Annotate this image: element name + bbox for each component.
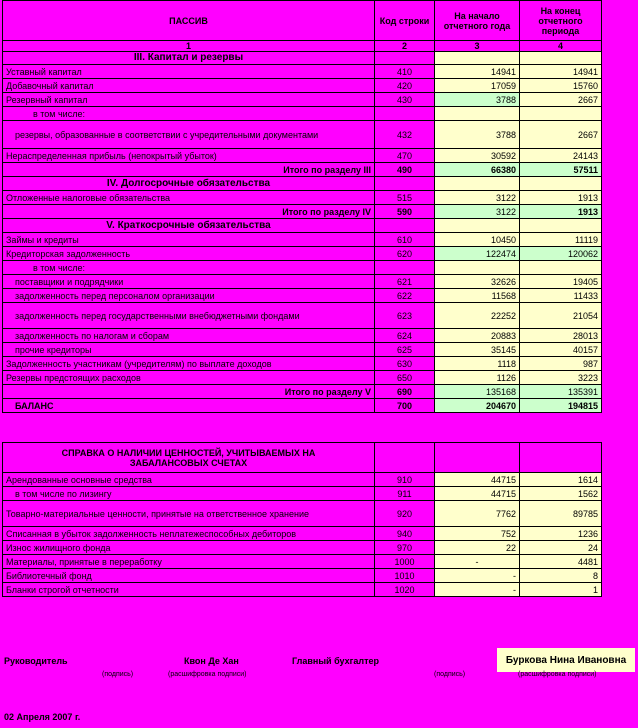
table-row	[3, 329, 602, 343]
value-start: 22	[435, 541, 520, 555]
table-row	[3, 541, 602, 555]
total-row	[3, 385, 602, 399]
row-code: 911	[375, 487, 435, 501]
row-code: 621	[375, 275, 435, 289]
row-code: 420	[375, 79, 435, 93]
row-code: 625	[375, 343, 435, 357]
accountant-sign-hint: (подпись)	[434, 671, 466, 678]
row-label: Списанная в убыток задолженность неплатежеспособных дебиторов	[3, 527, 375, 541]
col-number: 2	[375, 41, 435, 52]
row-label: Материалы, принятые в переработку	[3, 555, 375, 569]
balance-row	[3, 399, 602, 413]
value-end: 11433	[520, 289, 602, 303]
liabilities-table	[2, 0, 602, 413]
table-row	[3, 107, 602, 121]
total-label: Итого по разделу IV	[3, 205, 375, 219]
value-end: 1614	[520, 473, 602, 487]
total-code: 490	[375, 163, 435, 177]
value-start: 44715	[435, 473, 520, 487]
row-label: Уставный капитал	[3, 65, 375, 79]
value-end: 3223	[520, 371, 602, 385]
row-code: 920	[375, 501, 435, 527]
header-liabilities: ПАССИВ	[3, 1, 375, 41]
value-start: -	[435, 583, 520, 597]
table-row	[3, 275, 602, 289]
row-code: 650	[375, 371, 435, 385]
value-start: 17059	[435, 79, 520, 93]
value-end: 11119	[520, 233, 602, 247]
value-end: 8	[520, 569, 602, 583]
value-end: 28013	[520, 329, 602, 343]
total-start: 135168	[435, 385, 520, 399]
offbalance-table	[2, 442, 602, 597]
value-end: 14941	[520, 65, 602, 79]
table-row	[3, 487, 602, 501]
value-start: 44715	[435, 487, 520, 501]
value-end: 1236	[520, 527, 602, 541]
head-sign-hint: (подпись)	[102, 671, 134, 678]
row-code: 1000	[375, 555, 435, 569]
total-code: 690	[375, 385, 435, 399]
head-name: Квон Де Хан	[184, 656, 239, 666]
row-label: Резервный капитал	[3, 93, 375, 107]
row-label: Кредиторская задолженность	[3, 247, 375, 261]
value-start: 20883	[435, 329, 520, 343]
header-code: Код строки	[375, 1, 435, 41]
table-row	[3, 583, 602, 597]
row-label: Износ жилищного фонда	[3, 541, 375, 555]
section-title: IV. Долгосрочные обязательства	[3, 177, 375, 191]
table-row	[3, 79, 602, 93]
total-end: 135391	[520, 385, 602, 399]
accountant-label: Главный бухгалтер	[292, 656, 380, 666]
column-numbers-row	[3, 41, 602, 52]
row-code: 470	[375, 149, 435, 163]
value-start: 7762	[435, 501, 520, 527]
row-code: 940	[375, 527, 435, 541]
row-code: 610	[375, 233, 435, 247]
col-number: 3	[435, 41, 520, 52]
value-start: 10450	[435, 233, 520, 247]
balance-code: 700	[375, 399, 435, 413]
row-label: Библиотечный фонд	[3, 569, 375, 583]
row-code: 1010	[375, 569, 435, 583]
value-end: 15760	[520, 79, 602, 93]
row-label: поставщики и подрядчики	[3, 275, 375, 289]
balance-start: 204670	[435, 399, 520, 413]
row-code: 410	[375, 65, 435, 79]
row-code: 430	[375, 93, 435, 107]
row-label: Резервы предстоящих расходов	[3, 371, 375, 385]
row-label: Бланки строгой отчетности	[3, 583, 375, 597]
value-start: 3122	[435, 191, 520, 205]
header-row	[3, 1, 602, 41]
row-label: задолженность перед персоналом организации	[3, 289, 375, 303]
value-end: 1	[520, 583, 602, 597]
row-code: 620	[375, 247, 435, 261]
row-label: задолженность перед государственными внебюджетными фондами	[3, 303, 375, 329]
value-end: 4481	[520, 555, 602, 569]
value-start: 3788	[435, 121, 520, 149]
table-row	[3, 191, 602, 205]
row-label: Займы и кредиты	[3, 233, 375, 247]
row-label: резервы, образованные в соответствии с учредительными документами	[3, 121, 375, 149]
table-row	[3, 357, 602, 371]
table-row	[3, 65, 602, 79]
section-title-row	[3, 52, 602, 65]
row-label: Арендованные основные средства	[3, 473, 375, 487]
value-start: -	[435, 569, 520, 583]
value-start: 35145	[435, 343, 520, 357]
table-row	[3, 303, 602, 329]
value-end: 40157	[520, 343, 602, 357]
value-start: 3788	[435, 93, 520, 107]
row-label: в том числе по лизингу	[3, 487, 375, 501]
row-code: 624	[375, 329, 435, 343]
value-end: 120062	[520, 247, 602, 261]
table-row	[3, 473, 602, 487]
offbalance-title: СПРАВКА О НАЛИЧИИ ЦЕННОСТЕЙ, УЧИТЫВАЕМЫХ НА ЗАБАЛАНСОВЫХ СЧЕТАХ	[3, 443, 375, 473]
row-label: Добавочный капитал	[3, 79, 375, 93]
value-start: 752	[435, 527, 520, 541]
table-row	[3, 149, 602, 163]
head-decode-hint: (расшифровка подписи)	[168, 671, 247, 678]
total-row	[3, 205, 602, 219]
table-row	[3, 93, 602, 107]
header-start: На начало отчетного года	[435, 1, 520, 41]
value-end: 987	[520, 357, 602, 371]
table-row	[3, 501, 602, 527]
table-row	[3, 261, 602, 275]
table-row	[3, 289, 602, 303]
value-start: 11568	[435, 289, 520, 303]
value-start: 122474	[435, 247, 520, 261]
total-row	[3, 163, 602, 177]
table-row	[3, 343, 602, 357]
value-start: 1126	[435, 371, 520, 385]
value-end: 1562	[520, 487, 602, 501]
row-label: в том числе:	[3, 107, 375, 121]
header-end: На конец отчетного периода	[520, 1, 602, 41]
section-title-row	[3, 177, 602, 191]
total-code: 590	[375, 205, 435, 219]
row-code: 1020	[375, 583, 435, 597]
row-code: 622	[375, 289, 435, 303]
table-row	[3, 527, 602, 541]
table-row	[3, 371, 602, 385]
value-end: 2667	[520, 121, 602, 149]
head-label: Руководитель	[4, 656, 68, 666]
row-label: Задолженность участникам (учредителям) по выплате доходов	[3, 357, 375, 371]
section-title-row	[3, 219, 602, 233]
row-code: 970	[375, 541, 435, 555]
value-end: 24	[520, 541, 602, 555]
total-label: Итого по разделу V	[3, 385, 375, 399]
row-label: в том числе:	[3, 261, 375, 275]
row-code: 432	[375, 121, 435, 149]
balance-end: 194815	[520, 399, 602, 413]
table-row	[3, 569, 602, 583]
table-row	[3, 233, 602, 247]
table-row	[3, 121, 602, 149]
total-end: 1913	[520, 205, 602, 219]
section-title: III. Капитал и резервы	[3, 52, 375, 65]
value-start: 30592	[435, 149, 520, 163]
value-start: 22252	[435, 303, 520, 329]
accountant-decode-hint: (расшифровка подписи)	[518, 671, 597, 678]
offbalance-header-row	[3, 443, 602, 473]
col-number: 1	[3, 41, 375, 52]
row-code: 630	[375, 357, 435, 371]
col-number: 4	[520, 41, 602, 52]
row-label: Товарно-материальные ценности, принятые на ответственное хранение	[3, 501, 375, 527]
total-label: Итого по разделу III	[3, 163, 375, 177]
row-code: 623	[375, 303, 435, 329]
accountant-name: Буркова Нина Ивановна	[497, 648, 635, 672]
row-label: задолженность по налогам и сборам	[3, 329, 375, 343]
balance-label: БАЛАНС	[3, 399, 375, 413]
row-code: 515	[375, 191, 435, 205]
value-end: 89785	[520, 501, 602, 527]
value-start: 14941	[435, 65, 520, 79]
row-label: Отложенные налоговые обязательства	[3, 191, 375, 205]
total-end: 57511	[520, 163, 602, 177]
value-start: -	[435, 555, 520, 569]
table-row	[3, 555, 602, 569]
value-end: 24143	[520, 149, 602, 163]
total-start: 3122	[435, 205, 520, 219]
value-start: 32626	[435, 275, 520, 289]
section-title: V. Краткосрочные обязательства	[3, 219, 375, 233]
report-date: 02 Апреля 2007 г.	[4, 712, 81, 722]
value-end: 19405	[520, 275, 602, 289]
value-end: 1913	[520, 191, 602, 205]
row-label: прочие кредиторы	[3, 343, 375, 357]
row-label: Нераспределенная прибыль (непокрытый убыток)	[3, 149, 375, 163]
table-row	[3, 247, 602, 261]
row-code: 910	[375, 473, 435, 487]
value-start: 1118	[435, 357, 520, 371]
value-end: 2667	[520, 93, 602, 107]
total-start: 66380	[435, 163, 520, 177]
value-end: 21054	[520, 303, 602, 329]
